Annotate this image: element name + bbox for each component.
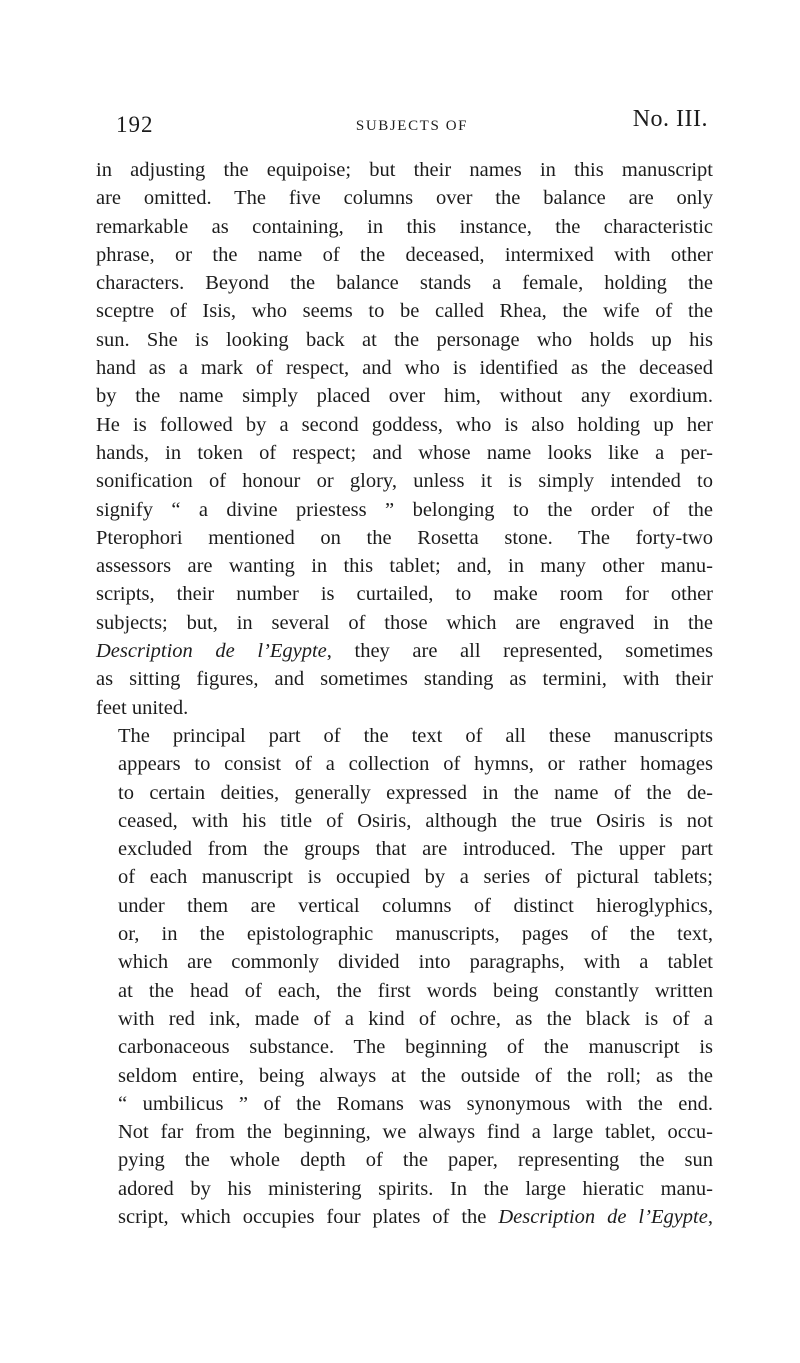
- text-line: by the name simply placed over him, without any exordium.: [96, 385, 713, 408]
- text-line: He is followed by a second goddess, who is also holding up her: [96, 413, 713, 436]
- text-line: hands, in token of respect; and whose name looks like a per-: [96, 441, 713, 464]
- text-line: under them are vertical columns of distinct hieroglyphics,: [118, 894, 713, 917]
- text-line: Pterophori mentioned on the Rosetta stone. The forty-two: [96, 526, 713, 549]
- text-line: remarkable as containing, in this instance, the characteristic: [96, 215, 713, 238]
- text-line: assessors are wanting in this tablet; and, in many other manu-: [96, 555, 713, 578]
- text-line: seldom entire, being always at the outside of the roll; as the: [118, 1064, 713, 1087]
- text-line: sonification of honour or glory, unless it is simply intended to: [96, 470, 713, 493]
- page-number: 192: [116, 112, 154, 137]
- text-line: in adjusting the equipoise; but their names in this manuscript: [96, 159, 713, 181]
- text-line: to certain deities, generally expressed in the name of the de-: [118, 781, 713, 804]
- text-line: which are commonly divided into paragraphs, with a tablet: [118, 951, 713, 974]
- text-line: Description de l’Egypte, they are all represented, sometimes: [96, 640, 713, 663]
- text-line: pying the whole depth of the paper, representing the sun: [118, 1149, 713, 1172]
- text-line: subjects; but, in several of those which are engraved in the: [96, 611, 713, 634]
- text-line: sceptre of Isis, who seems to be called Rhea, the wife of the: [96, 300, 713, 323]
- text-line: excluded from the groups that are introduced. The upper part: [118, 838, 713, 861]
- italic-title: Description de l’Egypte: [96, 640, 327, 663]
- text-line: script, which occupies four plates of the Description de l’Egypte,: [118, 1205, 713, 1228]
- text-line: scripts, their number is curtailed, to make room for other: [96, 583, 713, 606]
- paragraph-2: [96, 722, 713, 1231]
- text-line: The principal part of the text of all these manuscripts: [118, 724, 713, 747]
- text-line: appears to consist of a collection of hymns, or rather homages: [118, 753, 713, 776]
- text-line: hand as a mark of respect, and who is identified as the deceased: [96, 357, 713, 380]
- text-line: or, in the epistolographic manuscripts, pages of the text,: [118, 923, 713, 946]
- text-line: sun. She is looking back at the personage who holds up his: [96, 328, 713, 351]
- text-line: are omitted. The five columns over the balance are only: [96, 187, 713, 210]
- text-line: at the head of each, the first words being constantly written: [118, 979, 713, 1002]
- text-line: with red ink, made of a kind of ochre, as the black is of a: [118, 1007, 713, 1030]
- text-line: “ umbilicus ” of the Romans was synonymous with the end.: [118, 1092, 713, 1115]
- text-line: characters. Beyond the balance stands a female, holding the: [96, 272, 713, 295]
- italic-title: Description de l’Egypte: [498, 1205, 708, 1228]
- text-line: of each manuscript is occupied by a series of pictural tablets;: [118, 866, 713, 889]
- page-header: [116, 106, 708, 148]
- text-line: phrase, or the name of the deceased, intermixed with other: [96, 243, 713, 266]
- text-line: ceased, with his title of Osiris, although the true Osiris is not: [118, 809, 713, 832]
- text-line: adored by his ministering spirits. In the large hieratic manu-: [118, 1177, 713, 1200]
- text-line: carbonaceous substance. The beginning of the manuscript is: [118, 1036, 713, 1059]
- running-head: SUBJECTS OF: [355, 118, 469, 134]
- paragraph-1: [96, 156, 713, 722]
- text-line: Not far from the beginning, we always find a large tablet, occu-: [118, 1121, 713, 1144]
- text-line: signify “ a divine priestess ” belonging to the order of the: [96, 498, 713, 521]
- section-number: No. III.: [632, 106, 708, 132]
- text-line: feet united.: [96, 696, 189, 719]
- text-line: as sitting figures, and sometimes standing as termini, with their: [96, 668, 713, 691]
- body-text: [96, 156, 713, 1231]
